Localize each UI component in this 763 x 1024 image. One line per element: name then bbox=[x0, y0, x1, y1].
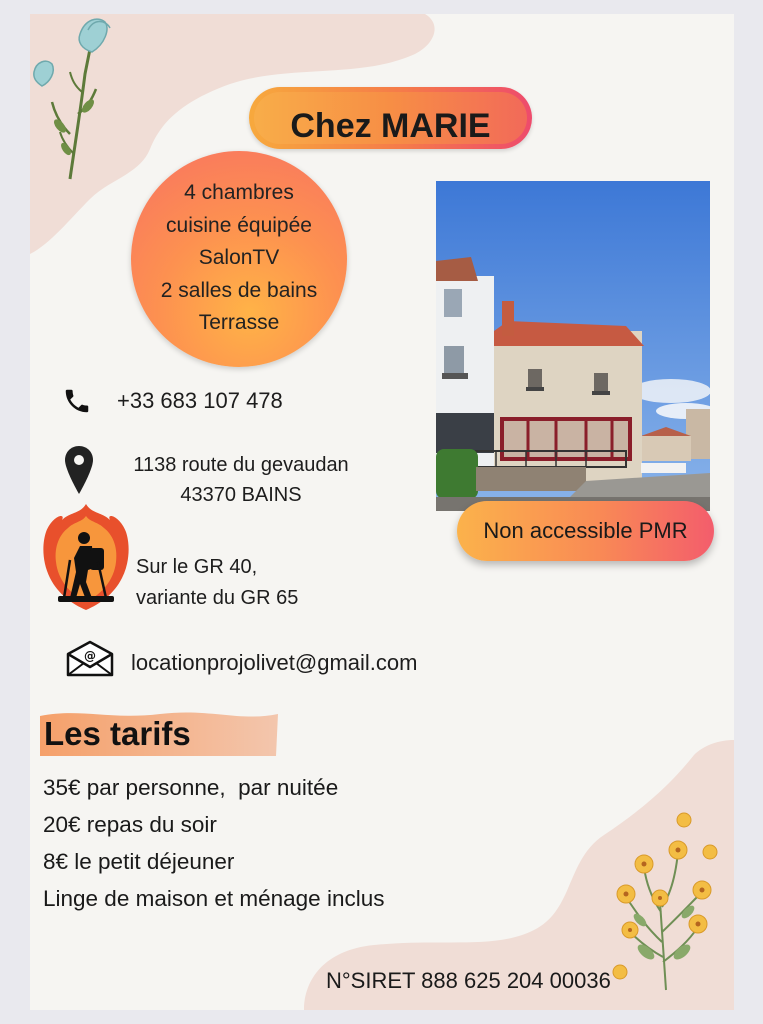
page-title: Chez MARIE bbox=[290, 107, 491, 145]
trail-line: Sur le GR 40, bbox=[136, 556, 258, 578]
house-photo bbox=[436, 181, 710, 511]
tarif-item: 35€ par personne, par nuitée bbox=[43, 775, 339, 800]
flyer-page bbox=[30, 14, 734, 1010]
phone-icon bbox=[62, 386, 92, 416]
amenities-circle bbox=[131, 151, 347, 367]
address bbox=[116, 450, 366, 510]
tarifs-list bbox=[43, 769, 384, 917]
siret-number: N°SIRET 888 625 204 00036 bbox=[326, 968, 611, 993]
title-banner bbox=[249, 87, 532, 149]
email-icon bbox=[65, 640, 115, 678]
amenities-list bbox=[131, 177, 347, 340]
email-address[interactable]: locationprojolivet@gmail.com bbox=[131, 650, 418, 675]
address-city: 43370 BAINS bbox=[180, 484, 302, 506]
yellow-flowers-icon bbox=[606, 812, 726, 992]
tarif-item: 8€ le petit déjeuner bbox=[43, 849, 235, 874]
tarif-item: Linge de maison et ménage inclus bbox=[43, 886, 385, 911]
svg-text:@: @ bbox=[84, 649, 96, 663]
amenity-item: cuisine équipée bbox=[166, 213, 312, 237]
tarif-item: 20€ repas du soir bbox=[43, 812, 217, 837]
amenity-item: Terrasse bbox=[198, 311, 280, 334]
amenity-item: 4 chambres bbox=[184, 181, 294, 204]
trail-line: variante du GR 65 bbox=[136, 587, 299, 609]
address-street: 1138 route du gevaudan bbox=[133, 454, 349, 476]
accessibility-badge bbox=[457, 501, 714, 561]
tarifs-title: Les tarifs bbox=[44, 715, 191, 752]
leaf-flower-icon bbox=[30, 14, 140, 194]
location-pin-icon bbox=[64, 446, 94, 494]
trail-info bbox=[136, 552, 298, 614]
amenity-item: 2 salles de bains bbox=[160, 278, 318, 302]
amenity-item: SalonTV bbox=[198, 246, 280, 269]
phone-number[interactable]: +33 683 107 478 bbox=[117, 388, 283, 413]
accessibility-label: Non accessible PMR bbox=[483, 518, 688, 543]
hiker-icon bbox=[40, 502, 132, 612]
